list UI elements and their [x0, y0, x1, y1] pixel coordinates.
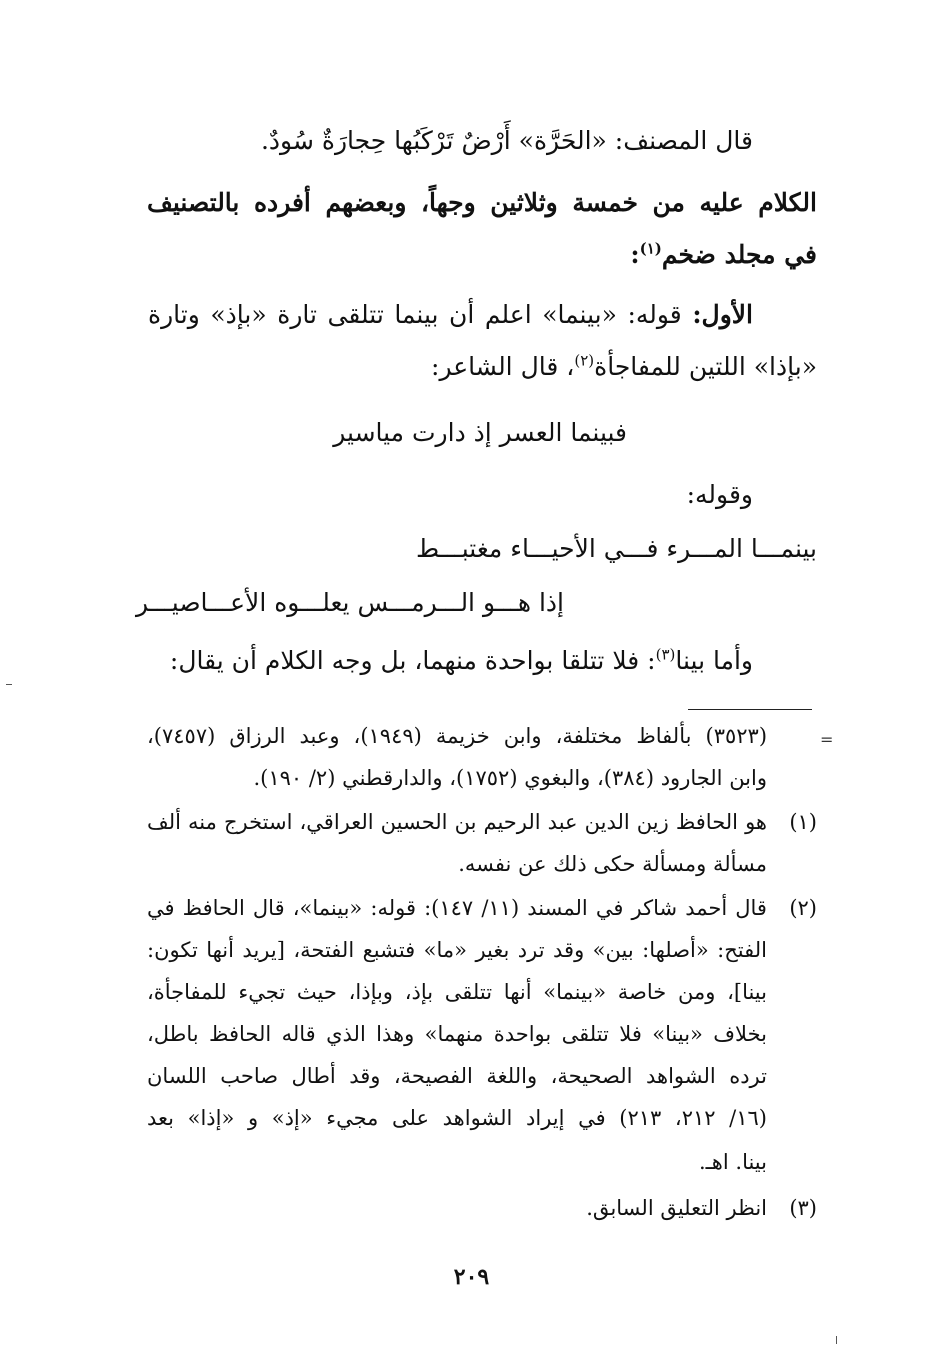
- footnote-2-line5: ترده الشواهد الصحيحة، واللغة الفصيحة، وقد أطال صاحب اللسان: [147, 1064, 767, 1088]
- footnote-2-line6: (١٦/ ٢١٢، ٢١٣) في إيراد الشواهد على مجيء «إذ» و «إذا» بعد: [147, 1106, 767, 1130]
- page-number: ٢٠٩: [453, 1264, 490, 1290]
- footnote-1-line1: هو الحافظ زين الدين عبد الرحيم بن الحسين العراقي، استخرج منه ألف: [147, 810, 767, 834]
- footnote-1-line2: مسألة ومسألة حكى ذلك عن نفسه.: [458, 852, 767, 876]
- para1-line2: في مجلد ضخم$^{(١)}$:: [630, 239, 817, 269]
- para1-line1: الكلام عليه من خمسة وثلاثين وجهاً، وبعضهم أفرده بالتصنيف: [147, 188, 817, 217]
- footnote-1-number: (١): [789, 810, 817, 834]
- footnote-3-number: (٣): [789, 1196, 817, 1220]
- footnote-3-line1: انظر التعليق السابق.: [586, 1196, 767, 1220]
- footnote-ref-1[interactable]: (١): [639, 239, 662, 258]
- intro-line: قال المصنف: «الحَرَّة» أَرْضٌ تَرْكَبُها حِجارَةٌ سُودٌ.: [260, 126, 753, 155]
- footnote-ref-2[interactable]: (٢): [574, 351, 595, 370]
- first-point-line2: «بإذا» اللتين للمفاجأة$^{(٢)}$، قال الشاعر:: [431, 351, 817, 381]
- footnote-2-line2: الفتح: «أصلها: بين» وقد ترد بغير «ما» فتشبع الفتحة، [يريد أنها تكون:: [147, 938, 767, 962]
- verse-2-line2: إذا هـــو الـــرمـــس يعلـــوه الأعـــاصيـــر: [136, 588, 564, 617]
- footnote-2-line3: بينا]، ومن خاصة «بينما» أنها تتلقى بإذ، وبإذا، حيث تجيء للمفاجأة،: [147, 980, 767, 1004]
- footnote-cont-line2: وابن الجارود (٣٨٤)، والبغوي (١٧٥٢)، والدارقطني (٢/ ١٩٠).: [253, 766, 767, 790]
- footnote-2-line7: بينا. اهـ.: [698, 1150, 767, 1174]
- footnote-separator: [688, 709, 812, 710]
- first-point-line1: الأول: قوله: «بينما» اعلم أن بينما تتلقى تارة «بإذ» وتارة: [148, 300, 753, 329]
- verse-2-line1: بينمـــا المـــرء فـــي الأحيـــاء مغتبـــط: [416, 534, 817, 563]
- footnote-2-line4: بخلاف «بينا» فلا تتلقى بواحدة منهما» وهذا الذي قاله الحافظ باطل،: [147, 1022, 767, 1046]
- verse-1: فبينما العسر إذ دارت مياسير: [333, 418, 627, 447]
- footnote-cont-line1: (٣٥٢٣) بألفاظ مختلفة، وابن خزيمة (١٩٤٩)، وعبد الرزاق (٧٤٥٧)،: [147, 724, 768, 748]
- margin-speck-bottom-right: [836, 1336, 837, 1344]
- footnote-2-line1: قال أحمد شاكر في المسند (١١/ ١٤٧): قوله: «بينما»، قال الحافظ في: [147, 896, 767, 920]
- qawluh-label: وقوله:: [686, 480, 753, 509]
- footnote-2-number: (٢): [789, 896, 817, 920]
- footnote-ref-3[interactable]: (٣): [655, 645, 676, 664]
- continuation-marker: =: [820, 730, 834, 749]
- first-point-label: الأول:: [692, 300, 753, 329]
- margin-speck-left: [6, 684, 12, 685]
- amma-line: وأما بينا$^{(٣)}$: فلا تتلقا بواحدة منهما، بل وجه الكلام أن يقال:: [169, 645, 753, 675]
